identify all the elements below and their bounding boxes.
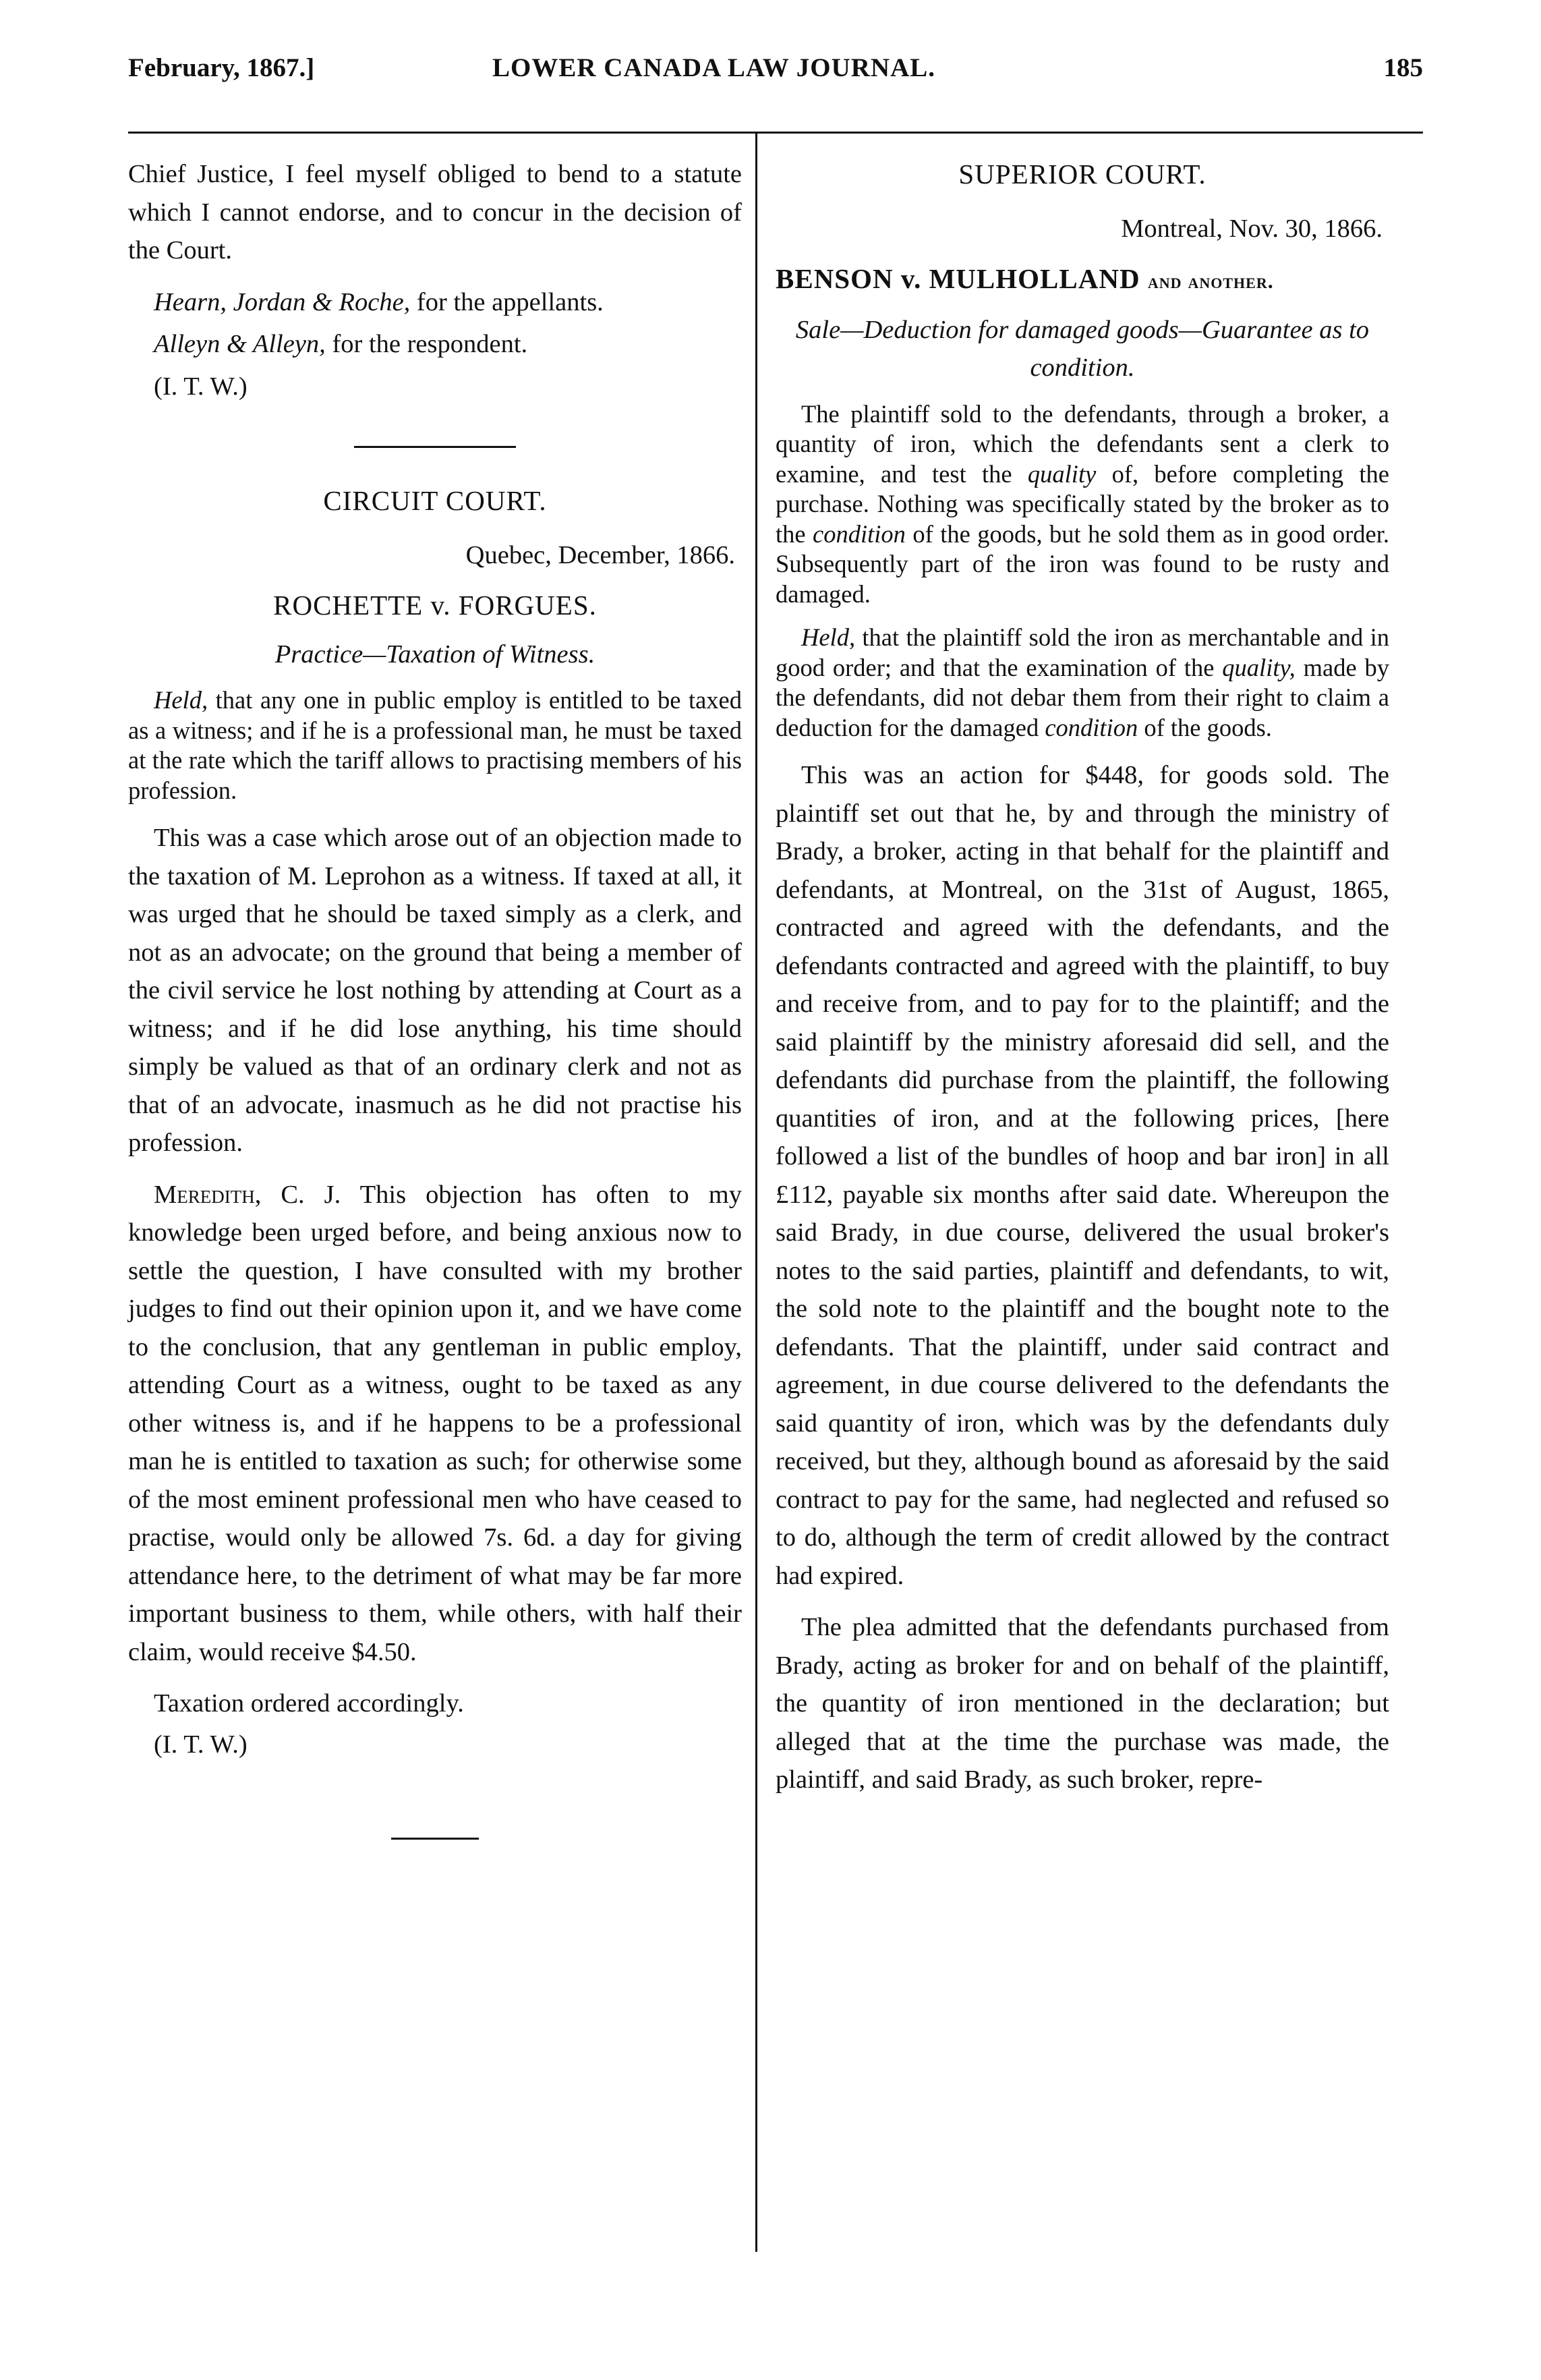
counsel-appellants — [154, 283, 742, 322]
court-heading: CIRCUIT COURT. — [323, 485, 547, 516]
continued-paragraph: Chief Justice, I feel myself obliged to bend to a statute which I cannot endorse, and to concur in the decision of the Court. — [128, 160, 742, 264]
counsel-appellants-name: Hearn, Jordan & Roche, — [154, 287, 411, 316]
right-column — [776, 155, 1389, 1813]
case-title-main: BENSON v. MULHOLLAND — [776, 263, 1140, 294]
court-heading: SUPERIOR COURT. — [958, 159, 1206, 190]
counsel-respondent-role: for the respondent. — [325, 330, 528, 358]
opinion-paragraph — [128, 1176, 742, 1672]
syllabus-paragraph — [776, 399, 1389, 610]
case-topic: Sale—Deduction for damaged goods—Guarantee as to condition. — [795, 315, 1370, 382]
held-paragraph — [776, 623, 1389, 743]
left-column — [128, 155, 742, 1840]
court-place-date: Quebec, December, 1866. — [465, 540, 735, 569]
held-quality: quality, — [1222, 653, 1296, 681]
syllabus-condition: condition — [813, 519, 906, 548]
court-place-date: Montreal, Nov. 30, 1866. — [1121, 214, 1383, 243]
held-condition: condition — [1045, 713, 1138, 741]
counsel-appellants-role: for the appellants. — [410, 287, 604, 316]
case-topic: Practice—Taxation of Witness. — [274, 640, 595, 669]
body-paragraph: This was a case which arose out of an objection made to the taxation of M. Leprohon as a witness. If taxed at all, it was urged that he should be taxed simply as a clerk, and not as an advocate; on the ground that being a member of the civil service he lost nothing by attending at Court as a witness; and if he did lose anything, his time should simply be valued as that of an ordinary clerk and not as that of an advocate, inasmuch as he did not practise his profession. — [128, 824, 742, 1157]
section-separator — [354, 446, 516, 448]
header-rule — [128, 132, 1423, 134]
syllabus-text: The plaintiff sold to the defendants, through a broker, a quantity of iron, which the defendants sent a clerk to examine, and test the — [776, 399, 1389, 488]
held-text: that any one in public employ is entitled to be taxed as a witness; and if he is a professional man, he must be taxed at the rate which the tariff allows to practising members of his profession. — [128, 686, 742, 804]
body-paragraph: This was an action for $448, for goods sold. The plaintiff set out that he, by and through the ministry of Brady, a broker, acting in that behalf for the plaintiff and defendants, at Montreal, on the 31st of August, 1865, contracted and agreed with the defendants, and the defendants contracted and agreed with the plaintiff, to buy and receive from, and to pay for to the plaintiff; and the said plaintiff by the ministry aforesaid did sell, and the defendants did purchase from the plaintiff, the following quantities of iron, and at the following prices, [here followed a list of the bundles of hoop and bar iron] in all £112, payable six months after said date. Whereupon the said Brady, in due course, delivered the usual broker's notes to the said parties, plaintiff and defendants, to wit, the sold note to the plaintiff and the bought note to the defendants. That the plaintiff, under said contract and agreement, in due course delivered to the defendants the said quantity of iron, which was by the defendants duly received, but they, although bound as aforesaid by the said contract to pay for the same, had neglected and refused so to do, although the term of credit allowed by the contract had expired. — [776, 761, 1389, 1590]
case-title — [776, 260, 1389, 300]
held-word: Held, — [154, 686, 208, 714]
reporter-initials: (I. T. W.) — [154, 1730, 248, 1759]
judge-name: Meredith, C. J. — [154, 1180, 341, 1209]
counsel-respondent-name: Alleyn & Alleyn, — [154, 330, 326, 358]
header-date: February, 1867.] — [128, 53, 315, 82]
counsel-respondent — [154, 325, 742, 364]
reporter-initials: (I. T. W.) — [154, 372, 248, 401]
opinion-text: This objection has often to my knowledge been urged before, and being anxious now to settle the question, I have consulted with my brother judges to find out their opinion upon it, and we have come to the conclusion, that any gentleman in public employ, attending Court as a witness, ought to be taxed as any other witness is, and if he happens to be a professional man he is entitled to taxation as such; for otherwise some of the most eminent professional men who have ceased to practise, would only be allowed 7s. 6d. a day for giving attendance here, to the detriment of what may be far more important business to them, while others, with half their claim, would receive $4.50. — [128, 1180, 743, 1666]
held-text: made by the defendants, did not debar them from their right to claim a deduction for the damaged — [776, 653, 1389, 741]
case-title: ROCHETTE v. FORGUES. — [273, 590, 597, 621]
plea-paragraph: The plea admitted that the defendants purchased from Brady, acting as broker for and on behalf of the plaintiff, the quantity of iron mentioned in the declaration; but alleged that at the time the purchase was made, the plaintiff, and said Brady, as such broker, repre- — [776, 1613, 1389, 1794]
running-header — [128, 53, 1423, 93]
end-separator — [391, 1838, 479, 1840]
held-paragraph — [128, 685, 742, 805]
held-text: of the goods. — [1138, 713, 1272, 741]
held-word: Held, — [801, 623, 856, 651]
held-text: that the plaintiff sold the iron as merchantable and in good order; and that the examination of the — [776, 623, 1389, 681]
syllabus-quality: quality — [1027, 459, 1097, 488]
page-number: 185 — [1383, 53, 1423, 82]
case-title-tail: and another. — [1147, 268, 1274, 293]
syllabus-text: of the goods, but he sold them as in good order. Subsequently part of the iron was found to be rusty and damaged. — [776, 519, 1389, 608]
journal-title: LOWER CANADA LAW JOURNAL. — [492, 53, 936, 82]
syllabus-text: of, before completing the purchase. Nothing was specifically stated by the broker as to the — [776, 459, 1389, 548]
column-divider — [755, 134, 757, 2252]
order-line: Taxation ordered accordingly. — [154, 1689, 464, 1718]
